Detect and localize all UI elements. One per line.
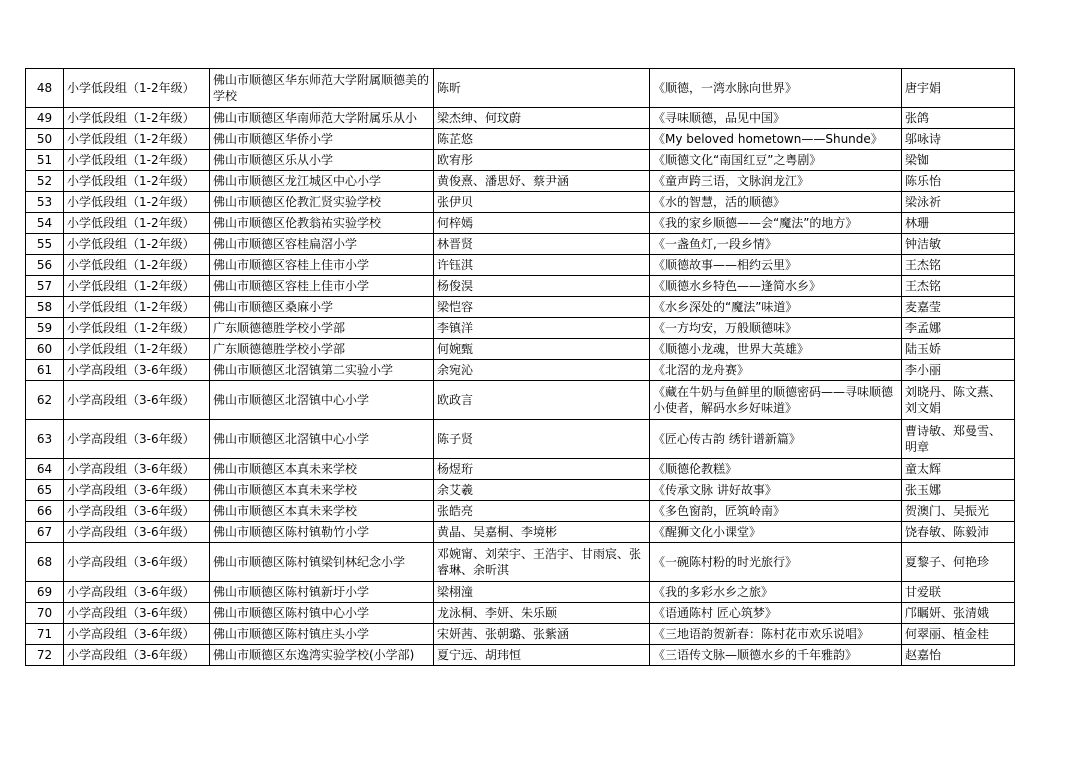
work-title-cell: 《北滘的龙舟赛》 <box>650 360 902 381</box>
work-title-cell: 《顺德文化“南国红豆”之粤剧》 <box>650 150 902 171</box>
work-title-cell: 《我的多彩水乡之旅》 <box>650 582 902 603</box>
grade-group-cell: 小学低段组（1-2年级） <box>64 69 210 108</box>
student-names-cell: 杨俊淏 <box>434 276 650 297</box>
entry-number-cell: 54 <box>26 213 64 234</box>
student-names-cell: 欧政言 <box>434 381 650 420</box>
school-name-cell: 佛山市顺德区本真未来学校 <box>210 459 434 480</box>
entry-number-cell: 63 <box>26 420 64 459</box>
table-row <box>26 129 1015 150</box>
school-name-cell: 佛山市顺德区本真未来学校 <box>210 501 434 522</box>
grade-group-cell: 小学高段组（3-6年级） <box>64 459 210 480</box>
school-name-cell: 佛山市顺德区容桂扁滘小学 <box>210 234 434 255</box>
work-title-cell: 《童声跨三语，文脉润龙江》 <box>650 171 902 192</box>
table-row <box>26 171 1015 192</box>
grade-group-cell: 小学低段组（1-2年级） <box>64 297 210 318</box>
school-name-cell: 广东顺德德胜学校小学部 <box>210 339 434 360</box>
teacher-names-cell: 梁铷 <box>902 150 1015 171</box>
school-name-cell: 佛山市顺德区伦教汇贤实验学校 <box>210 192 434 213</box>
entry-number-cell: 57 <box>26 276 64 297</box>
student-names-cell: 宋妍茜、张朝璐、张紫涵 <box>434 624 650 645</box>
teacher-names-cell: 刘晓丹、陈文燕、刘文娟 <box>902 381 1015 420</box>
entry-number-cell: 64 <box>26 459 64 480</box>
student-names-cell: 邓婉甯、刘荣宇、王浩宇、甘雨宸、张睿琳、余昕淇 <box>434 543 650 582</box>
entry-number-cell: 53 <box>26 192 64 213</box>
table-row <box>26 480 1015 501</box>
school-name-cell: 佛山市顺德区桑麻小学 <box>210 297 434 318</box>
grade-group-cell: 小学低段组（1-2年级） <box>64 213 210 234</box>
awards-table <box>25 68 1015 666</box>
table-row <box>26 339 1015 360</box>
school-name-cell: 佛山市顺德区伦教翁祐实验学校 <box>210 213 434 234</box>
student-names-cell: 张伊贝 <box>434 192 650 213</box>
student-names-cell: 龙泳桐、李妍、朱乐颐 <box>434 603 650 624</box>
entry-number-cell: 68 <box>26 543 64 582</box>
entry-number-cell: 71 <box>26 624 64 645</box>
grade-group-cell: 小学高段组（3-6年级） <box>64 480 210 501</box>
teacher-names-cell: 王杰铭 <box>902 276 1015 297</box>
teacher-names-cell: 张玉娜 <box>902 480 1015 501</box>
grade-group-cell: 小学高段组（3-6年级） <box>64 645 210 666</box>
teacher-names-cell: 李小丽 <box>902 360 1015 381</box>
teacher-names-cell: 李孟娜 <box>902 318 1015 339</box>
table-row <box>26 624 1015 645</box>
entry-number-cell: 72 <box>26 645 64 666</box>
work-title-cell: 《藏在牛奶与鱼鲜里的顺德密码——寻味顺德小使者，解码水乡好味道》 <box>650 381 902 420</box>
table-row <box>26 645 1015 666</box>
teacher-names-cell: 甘爱联 <box>902 582 1015 603</box>
grade-group-cell: 小学低段组（1-2年级） <box>64 192 210 213</box>
grade-group-cell: 小学高段组（3-6年级） <box>64 582 210 603</box>
grade-group-cell: 小学高段组（3-6年级） <box>64 522 210 543</box>
student-names-cell: 余艾羲 <box>434 480 650 501</box>
entry-number-cell: 69 <box>26 582 64 603</box>
grade-group-cell: 小学低段组（1-2年级） <box>64 171 210 192</box>
table-row <box>26 318 1015 339</box>
student-names-cell: 李镇洋 <box>434 318 650 339</box>
student-names-cell: 许钰淇 <box>434 255 650 276</box>
table-row <box>26 297 1015 318</box>
school-name-cell: 佛山市顺德区陈村镇庄头小学 <box>210 624 434 645</box>
entry-number-cell: 52 <box>26 171 64 192</box>
student-names-cell: 余宛沁 <box>434 360 650 381</box>
entry-number-cell: 56 <box>26 255 64 276</box>
table-row <box>26 603 1015 624</box>
work-title-cell: 《顺德水乡特色——逢简水乡》 <box>650 276 902 297</box>
student-names-cell: 陈芷悠 <box>434 129 650 150</box>
student-names-cell: 林晋贤 <box>434 234 650 255</box>
school-name-cell: 佛山市顺德区陈村镇中心小学 <box>210 603 434 624</box>
work-title-cell: 《三语传文脉—顺德水乡的千年雅韵》 <box>650 645 902 666</box>
table-row <box>26 381 1015 420</box>
teacher-names-cell: 钟洁敏 <box>902 234 1015 255</box>
entry-number-cell: 62 <box>26 381 64 420</box>
work-title-cell: 《水乡深处的“魔法”味道》 <box>650 297 902 318</box>
table-row <box>26 360 1015 381</box>
table-row <box>26 501 1015 522</box>
table-row <box>26 420 1015 459</box>
work-title-cell: 《一碗陈村粉的时光旅行》 <box>650 543 902 582</box>
student-names-cell: 陈昕 <box>434 69 650 108</box>
grade-group-cell: 小学低段组（1-2年级） <box>64 339 210 360</box>
school-name-cell: 佛山市顺德区陈村镇梁钊林纪念小学 <box>210 543 434 582</box>
awards-table-body <box>26 69 1015 666</box>
entry-number-cell: 49 <box>26 108 64 129</box>
work-title-cell: 《My beloved hometown——Shunde》 <box>650 129 902 150</box>
school-name-cell: 佛山市顺德区东逸湾实验学校(小学部) <box>210 645 434 666</box>
teacher-names-cell: 童太辉 <box>902 459 1015 480</box>
table-row <box>26 234 1015 255</box>
teacher-names-cell: 陈乐怡 <box>902 171 1015 192</box>
entry-number-cell: 55 <box>26 234 64 255</box>
work-title-cell: 《我的家乡顺德——会“魔法”的地方》 <box>650 213 902 234</box>
work-title-cell: 《三地语韵贺新春：陈村花市欢乐说唱》 <box>650 624 902 645</box>
table-row <box>26 276 1015 297</box>
grade-group-cell: 小学低段组（1-2年级） <box>64 108 210 129</box>
school-name-cell: 佛山市顺德区龙江城区中心小学 <box>210 171 434 192</box>
teacher-names-cell: 麦嘉莹 <box>902 297 1015 318</box>
work-title-cell: 《醒狮文化小课堂》 <box>650 522 902 543</box>
school-name-cell: 广东顺德德胜学校小学部 <box>210 318 434 339</box>
teacher-names-cell: 饶春敏、陈毅沛 <box>902 522 1015 543</box>
student-names-cell: 欧宥彤 <box>434 150 650 171</box>
grade-group-cell: 小学低段组（1-2年级） <box>64 255 210 276</box>
entry-number-cell: 50 <box>26 129 64 150</box>
work-title-cell: 《顺德，一湾水脉向世界》 <box>650 69 902 108</box>
table-row <box>26 255 1015 276</box>
teacher-names-cell: 赵嘉怡 <box>902 645 1015 666</box>
student-names-cell: 杨煜珩 <box>434 459 650 480</box>
table-row <box>26 213 1015 234</box>
school-name-cell: 佛山市顺德区华东师范大学附属顺德美的学校 <box>210 69 434 108</box>
teacher-names-cell: 贺澳门、吴振光 <box>902 501 1015 522</box>
entry-number-cell: 70 <box>26 603 64 624</box>
student-names-cell: 何梓嫣 <box>434 213 650 234</box>
grade-group-cell: 小学低段组（1-2年级） <box>64 150 210 171</box>
work-title-cell: 《匠心传古韵 绣针谱新篇》 <box>650 420 902 459</box>
school-name-cell: 佛山市顺德区华南师范大学附属乐从小 <box>210 108 434 129</box>
teacher-names-cell: 张鸽 <box>902 108 1015 129</box>
teacher-names-cell: 邝瞩妍、张清娥 <box>902 603 1015 624</box>
school-name-cell: 佛山市顺德区北滘镇中心小学 <box>210 420 434 459</box>
entry-number-cell: 67 <box>26 522 64 543</box>
grade-group-cell: 小学高段组（3-6年级） <box>64 420 210 459</box>
student-names-cell: 梁杰绅、何玟蔚 <box>434 108 650 129</box>
teacher-names-cell: 梁泳祈 <box>902 192 1015 213</box>
table-row <box>26 192 1015 213</box>
table-row <box>26 69 1015 108</box>
teacher-names-cell: 陆玉娇 <box>902 339 1015 360</box>
table-row <box>26 543 1015 582</box>
grade-group-cell: 小学低段组（1-2年级） <box>64 318 210 339</box>
student-names-cell: 何婉甄 <box>434 339 650 360</box>
grade-group-cell: 小学高段组（3-6年级） <box>64 603 210 624</box>
entry-number-cell: 58 <box>26 297 64 318</box>
student-names-cell: 黄晶、吴嘉桐、李境彬 <box>434 522 650 543</box>
grade-group-cell: 小学高段组（3-6年级） <box>64 543 210 582</box>
table-row <box>26 108 1015 129</box>
grade-group-cell: 小学高段组（3-6年级） <box>64 381 210 420</box>
student-names-cell: 张皓亮 <box>434 501 650 522</box>
school-name-cell: 佛山市顺德区北滘镇中心小学 <box>210 381 434 420</box>
work-title-cell: 《水的智慧，活的顺德》 <box>650 192 902 213</box>
student-names-cell: 梁栩潼 <box>434 582 650 603</box>
school-name-cell: 佛山市顺德区华侨小学 <box>210 129 434 150</box>
teacher-names-cell: 何翠丽、植金桂 <box>902 624 1015 645</box>
school-name-cell: 佛山市顺德区陈村镇勒竹小学 <box>210 522 434 543</box>
work-title-cell: 《顺德故事——相约云里》 <box>650 255 902 276</box>
work-title-cell: 《语通陈村 匠心筑梦》 <box>650 603 902 624</box>
school-name-cell: 佛山市顺德区北滘镇第二实验小学 <box>210 360 434 381</box>
school-name-cell: 佛山市顺德区容桂上佳市小学 <box>210 276 434 297</box>
entry-number-cell: 66 <box>26 501 64 522</box>
grade-group-cell: 小学高段组（3-6年级） <box>64 501 210 522</box>
table-row <box>26 522 1015 543</box>
grade-group-cell: 小学高段组（3-6年级） <box>64 624 210 645</box>
work-title-cell: 《多色窗韵，匠筑岭南》 <box>650 501 902 522</box>
teacher-names-cell: 夏黎子、何艳珍 <box>902 543 1015 582</box>
work-title-cell: 《顺德伦教糕》 <box>650 459 902 480</box>
table-row <box>26 459 1015 480</box>
school-name-cell: 佛山市顺德区陈村镇新圩小学 <box>210 582 434 603</box>
grade-group-cell: 小学高段组（3-6年级） <box>64 360 210 381</box>
work-title-cell: 《顺德小龙魂，世界大英雄》 <box>650 339 902 360</box>
student-names-cell: 夏宁远、胡玮恒 <box>434 645 650 666</box>
entry-number-cell: 51 <box>26 150 64 171</box>
school-name-cell: 佛山市顺德区本真未来学校 <box>210 480 434 501</box>
entry-number-cell: 48 <box>26 69 64 108</box>
school-name-cell: 佛山市顺德区容桂上佳市小学 <box>210 255 434 276</box>
grade-group-cell: 小学低段组（1-2年级） <box>64 129 210 150</box>
table-row <box>26 150 1015 171</box>
teacher-names-cell: 林珊 <box>902 213 1015 234</box>
teacher-names-cell: 曹诗敏、郑曼雪、明章 <box>902 420 1015 459</box>
work-title-cell: 《寻味顺德，品见中国》 <box>650 108 902 129</box>
teacher-names-cell: 唐宇娟 <box>902 69 1015 108</box>
entry-number-cell: 59 <box>26 318 64 339</box>
work-title-cell: 《传承文脉 讲好故事》 <box>650 480 902 501</box>
entry-number-cell: 60 <box>26 339 64 360</box>
table-row <box>26 582 1015 603</box>
student-names-cell: 梁恺容 <box>434 297 650 318</box>
student-names-cell: 陈子贤 <box>434 420 650 459</box>
teacher-names-cell: 王杰铭 <box>902 255 1015 276</box>
entry-number-cell: 61 <box>26 360 64 381</box>
grade-group-cell: 小学低段组（1-2年级） <box>64 234 210 255</box>
school-name-cell: 佛山市顺德区乐从小学 <box>210 150 434 171</box>
work-title-cell: 《一盏鱼灯,一段乡情》 <box>650 234 902 255</box>
student-names-cell: 黄俊熹、潘思妤、蔡尹涵 <box>434 171 650 192</box>
grade-group-cell: 小学低段组（1-2年级） <box>64 276 210 297</box>
teacher-names-cell: 邬咏诗 <box>902 129 1015 150</box>
entry-number-cell: 65 <box>26 480 64 501</box>
work-title-cell: 《一方均安，万般顺德味》 <box>650 318 902 339</box>
